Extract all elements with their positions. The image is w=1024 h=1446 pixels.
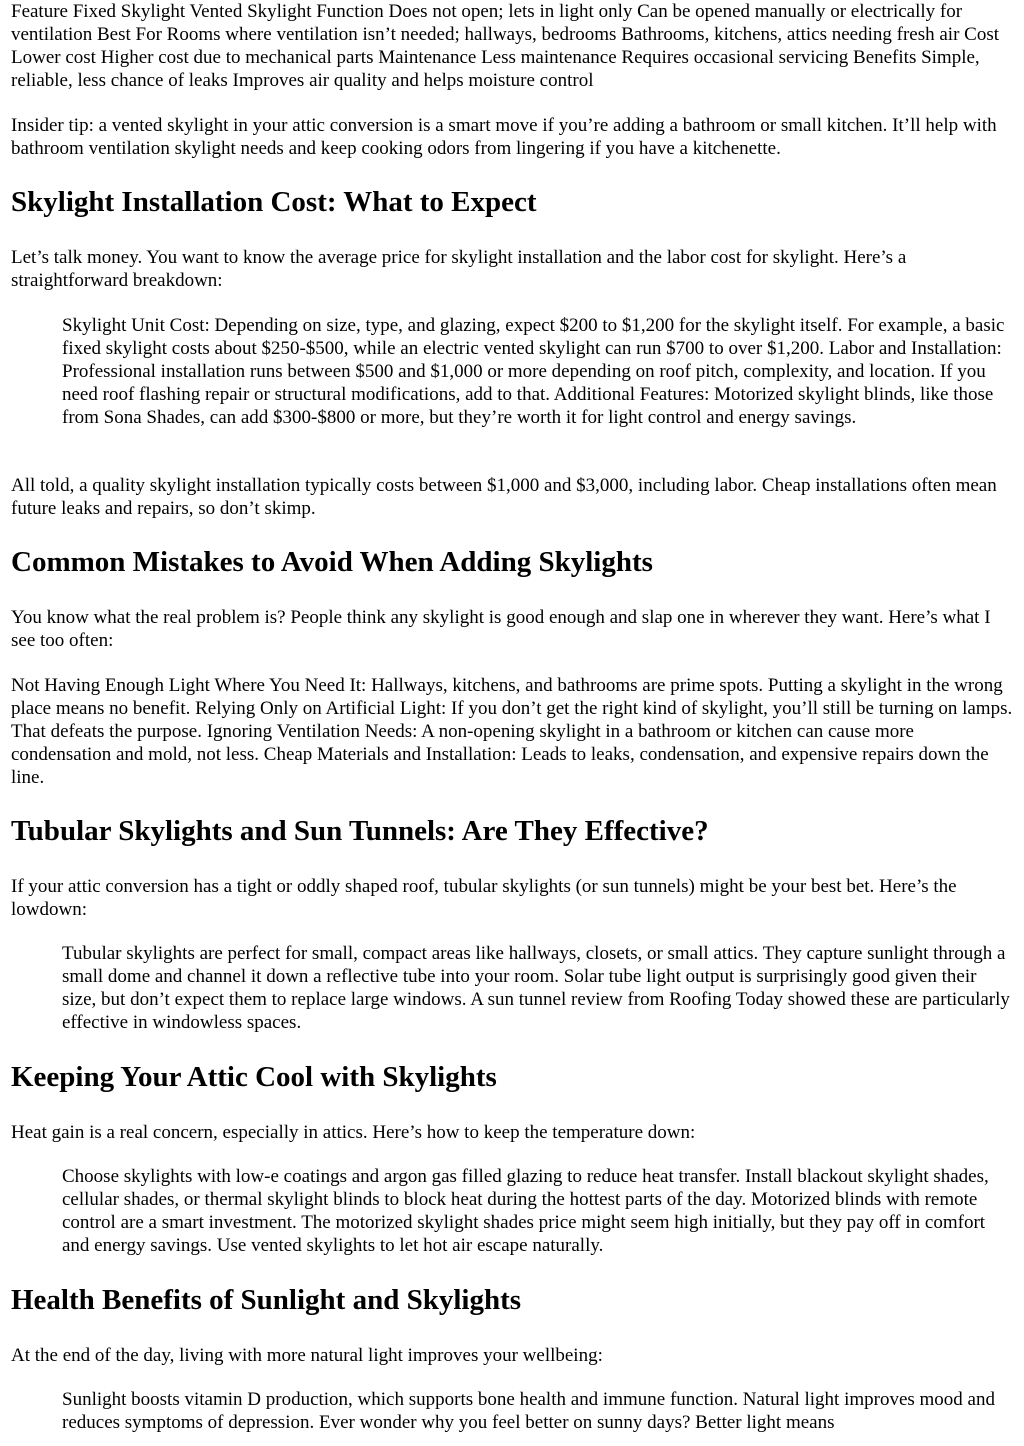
health-intro-paragraph: At the end of the day, living with more natural light improves your wellbeing: — [11, 1345, 603, 1366]
section-heading-cool: Keeping Your Attic Cool with Skylights — [11, 1061, 497, 1093]
cool-intro-paragraph: Heat gain is a real concern, especially in attics. Here’s how to keep the temperature down: — [11, 1122, 696, 1143]
comparison-table-text: Feature Fixed Skylight Vented Skylight Function Does not open; lets in light only Can be opened manually or electrically for ventilation Best For Rooms where ventilation isn’t needed; hallways, bedrooms Bathrooms, kitchens, attics needing fresh air Cost Lower cost Higher cost due to mechanical parts Maintenance Less maintenance Requires occasional servicing Benefits Simple, reliable, less chance of leaks Improves air quality and helps moisture control — [11, 1, 999, 91]
tubular-intro-paragraph: If your attic conversion has a tight or oddly shaped roof, tubular skylights (or sun tunnels) might be your best bet. Here’s the lowdown: — [11, 876, 957, 920]
tubular-details-blockquote: Tubular skylights are perfect for small, compact areas like hallways, closets, or small attics. They capture sunlight through a small dome and channel it down a reflective tube into your room. Solar tube light output is surprisingly good given their size, but don’t expect them to replace large windows. A sun tunnel review from Roofing Today showed these are particularly effective in windowless spaces. — [62, 943, 1010, 1033]
section-heading-tubular: Tubular Skylights and Sun Tunnels: Are They Effective? — [11, 815, 709, 847]
section-heading-mistakes: Common Mistakes to Avoid When Adding Skylights — [11, 546, 653, 578]
section-heading-cost: Skylight Installation Cost: What to Expect — [11, 186, 537, 218]
cost-intro-paragraph: Let’s talk money. You want to know the average price for skylight installation and the labor cost for skylight. Here’s a straightforward breakdown: — [11, 247, 907, 291]
cool-tips-blockquote: Choose skylights with low-e coatings and argon gas filled glazing to reduce heat transfer. Install blackout skylight shades, cellular shades, or thermal skylight blinds to block heat during the hottest parts of the day. Motorized blinds with remote control are a smart investment. The motorized skylight shades price might seem high initially, but they pay off in comfort and energy savings. Use vented skylights to let hot air escape naturally. — [62, 1166, 989, 1256]
mistakes-body-paragraph: Not Having Enough Light Where You Need It: Hallways, kitchens, and bathrooms are prime spots. Putting a skylight in the wrong place means no benefit. Relying Only on Artificial Light: If you don’t get the right kind of skylight, you’ll still be turning on lamps. That defeats the purpose. Ignoring Ventilation Needs: A non-opening skylight in a bathroom or kitchen can cause more condensation and mold, not less. Cheap Materials and Installation: Leads to leaks, condensation, and expensive repairs down the line. — [11, 675, 1013, 788]
health-benefits-blockquote: Sunlight boosts vitamin D production, which supports bone health and immune function. Natural light improves mood and reduces symptoms of depression. Ever wonder why you feel better on sunny days? Better light means — [62, 1389, 995, 1433]
cost-breakdown-blockquote: Skylight Unit Cost: Depending on size, type, and glazing, expect $200 to $1,200 for the skylight itself. For example, a basic fixed skylight costs about $250-$500, while an electric vented skylight can run $700 to over $1,200. Labor and Installation: Professional installation runs between $500 and $1,000 or more depending on roof pitch, complexity, and location. If you need roof flashing repair or structural modifications, add to that. Additional Features: Motorized skylight blinds, like those from Sona Shades, can add $300-$800 or more, but they’re worth it for light control and energy savings. — [62, 315, 1005, 428]
section-heading-health: Health Benefits of Sunlight and Skylights — [11, 1284, 522, 1316]
insider-tip-paragraph: Insider tip: a vented skylight in your attic conversion is a smart move if you’re adding a bathroom or small kitchen. It’ll help with bathroom ventilation skylight needs and keep cooking odors from lingering if you have a kitchenette. — [11, 115, 997, 159]
cost-summary-paragraph: All told, a quality skylight installation typically costs between $1,000 and $3,000, including labor. Cheap installations often mean future leaks and repairs, so don’t skimp. — [11, 475, 997, 519]
mistakes-intro-paragraph: You know what the real problem is? People think any skylight is good enough and slap one in wherever they want. Here’s what I see too often: — [11, 607, 991, 651]
